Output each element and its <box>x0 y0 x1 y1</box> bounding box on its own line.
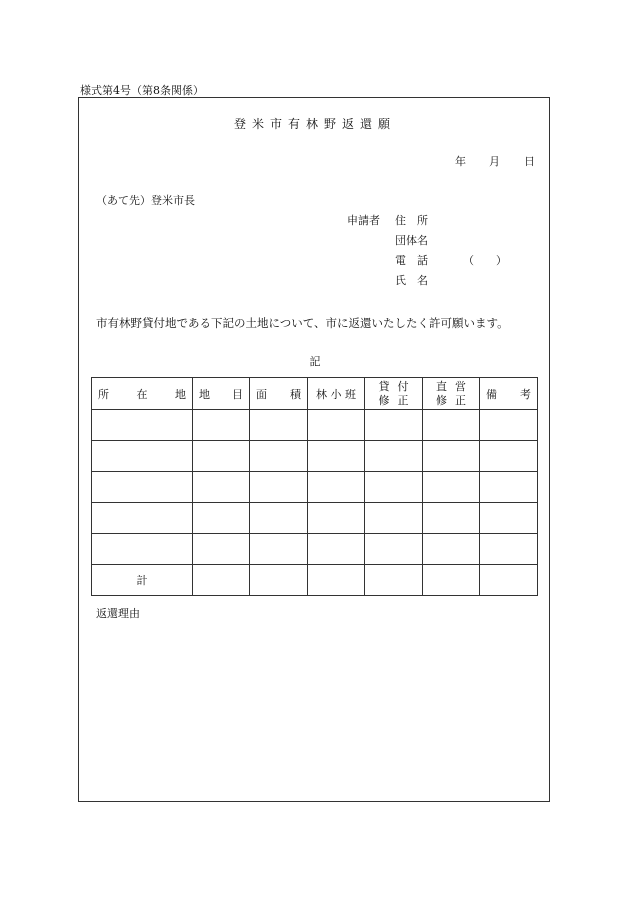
table-cell[interactable] <box>92 441 193 472</box>
table-cell[interactable] <box>308 503 365 534</box>
total-label: 計 <box>92 565 193 596</box>
table-cell[interactable] <box>193 410 250 441</box>
header-location: 所 在 地 <box>92 378 193 410</box>
form-title: 登米市有林野返還願 <box>233 117 396 131</box>
table-cell[interactable] <box>423 410 480 441</box>
table-cell[interactable] <box>193 441 250 472</box>
table-cell[interactable] <box>365 503 423 534</box>
table-cell[interactable] <box>250 410 308 441</box>
header-loan-correction: 貸付 修正 <box>365 378 423 410</box>
table-cell[interactable] <box>423 441 480 472</box>
name-label: 氏 名 <box>395 274 428 287</box>
table-cell[interactable] <box>480 441 538 472</box>
table-cell[interactable] <box>193 503 250 534</box>
table-cell[interactable] <box>365 472 423 503</box>
table-row <box>92 410 538 441</box>
table-cell[interactable] <box>480 503 538 534</box>
table-row <box>92 534 538 565</box>
form-number: 様式第4号（第8条関係） <box>80 84 204 97</box>
table-row <box>92 503 538 534</box>
date-year-label: 年 <box>455 155 466 168</box>
table-cell[interactable] <box>250 565 308 596</box>
table-cell[interactable] <box>92 503 193 534</box>
group-name-label: 団体名 <box>395 234 428 247</box>
table-cell[interactable] <box>423 565 480 596</box>
table-cell[interactable] <box>92 410 193 441</box>
header-area: 面 積 <box>250 378 308 410</box>
table-total-row <box>92 565 538 596</box>
table-cell[interactable] <box>365 565 423 596</box>
table-cell[interactable] <box>480 534 538 565</box>
table-cell[interactable] <box>423 472 480 503</box>
phone-parentheses: （ ） <box>463 254 507 267</box>
table-cell[interactable] <box>308 441 365 472</box>
table-cell[interactable] <box>250 503 308 534</box>
table-row <box>92 441 538 472</box>
table-cell[interactable] <box>365 534 423 565</box>
applicant-label: 申請者 <box>347 214 380 227</box>
table-cell[interactable] <box>423 534 480 565</box>
table-cell[interactable] <box>92 534 193 565</box>
table-cell[interactable] <box>480 472 538 503</box>
table-cell[interactable] <box>480 565 538 596</box>
request-text: 市有林野貸付地である下記の土地について、市に返還いたしたく許可願います。 <box>96 316 509 330</box>
table-cell[interactable] <box>193 565 250 596</box>
header-forest-subcompartment: 林 小 班 <box>308 378 365 410</box>
table-cell[interactable] <box>308 565 365 596</box>
land-table <box>91 377 538 596</box>
table-cell[interactable] <box>365 441 423 472</box>
table-row <box>92 472 538 503</box>
table-cell[interactable] <box>250 441 308 472</box>
return-reason-label: 返還理由 <box>96 607 140 620</box>
table-header-row <box>92 378 538 410</box>
table-cell[interactable] <box>250 472 308 503</box>
table-cell[interactable] <box>480 410 538 441</box>
table-cell[interactable] <box>365 410 423 441</box>
table-cell[interactable] <box>193 534 250 565</box>
header-remarks: 備 考 <box>480 378 538 410</box>
date-day-label: 日 <box>524 155 535 168</box>
header-direct-correction: 直営 修正 <box>423 378 480 410</box>
table-cell[interactable] <box>193 472 250 503</box>
table-cell[interactable] <box>308 534 365 565</box>
ki-heading: 記 <box>309 355 321 368</box>
table-cell[interactable] <box>92 472 193 503</box>
table-cell[interactable] <box>308 472 365 503</box>
date-month-label: 月 <box>489 155 500 168</box>
table-cell[interactable] <box>250 534 308 565</box>
phone-label: 電 話 <box>395 254 428 267</box>
address-label: 住 所 <box>395 214 428 227</box>
header-land-category: 地 目 <box>193 378 250 410</box>
table-cell[interactable] <box>423 503 480 534</box>
table-cell[interactable] <box>308 410 365 441</box>
addressee: （あて先）登米市長 <box>96 194 195 207</box>
